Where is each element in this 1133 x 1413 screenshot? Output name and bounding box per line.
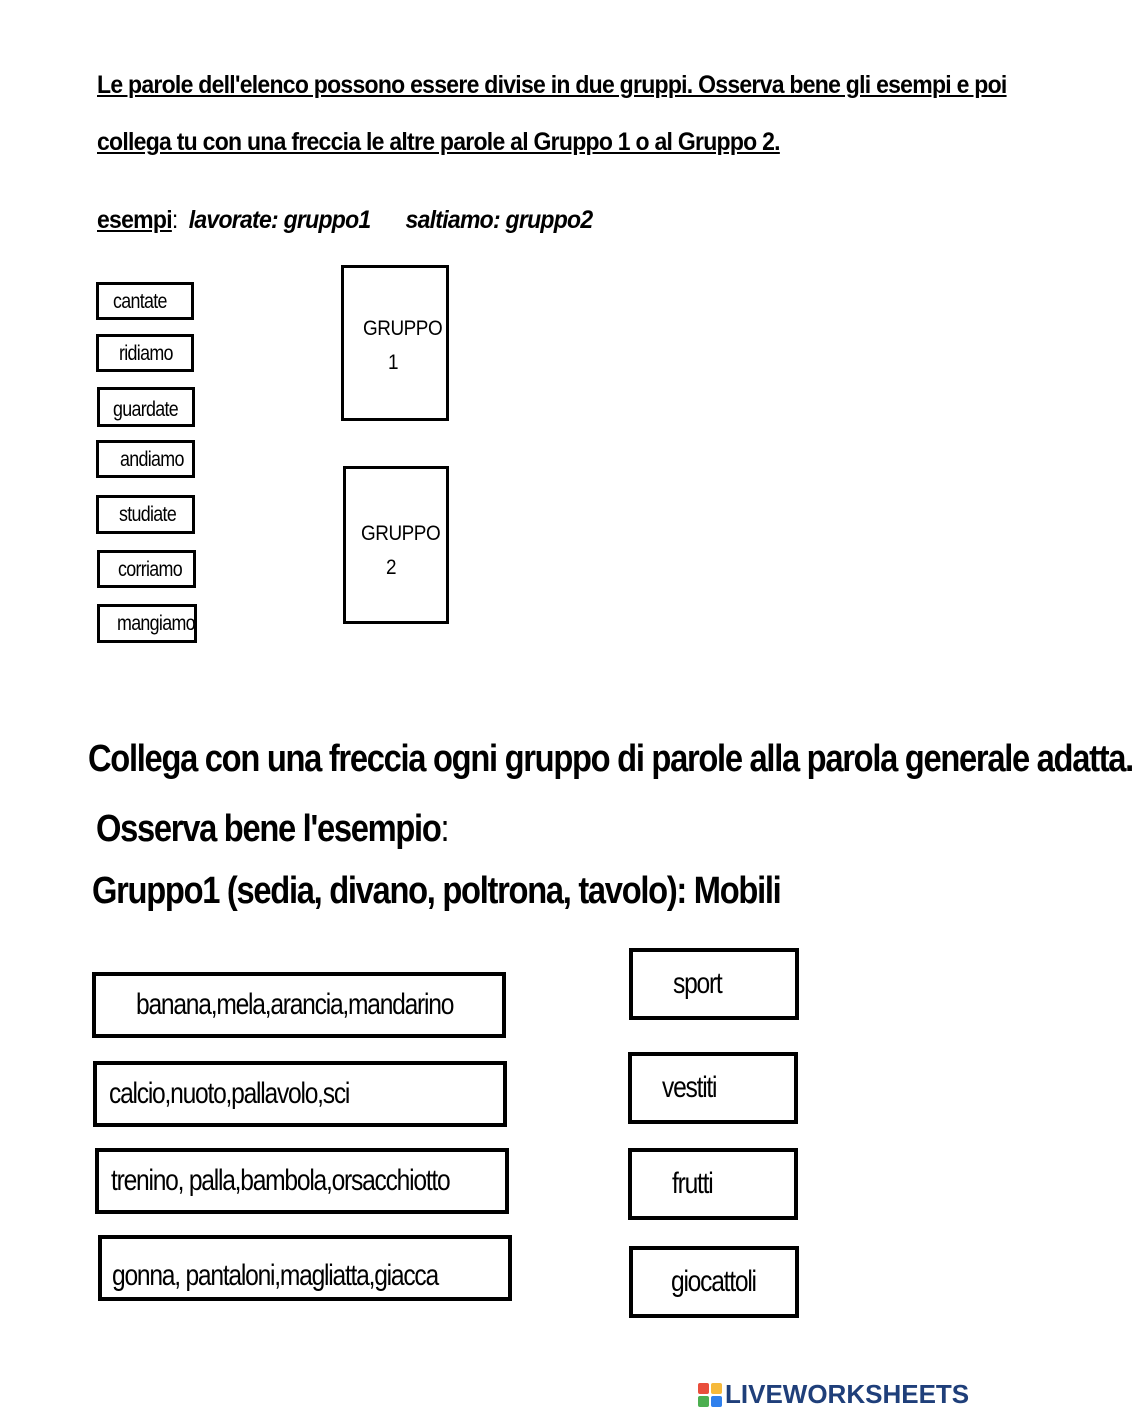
logo-square-4 xyxy=(711,1396,722,1407)
group-label: GRUPPO xyxy=(363,317,443,340)
category-label: frutti xyxy=(672,1167,713,1200)
word-label: corriamo xyxy=(118,557,183,581)
logo-square-2 xyxy=(711,1383,722,1394)
group-number: 2 xyxy=(386,555,397,579)
word-label: mangiamo xyxy=(117,612,195,635)
logo-mark-icon xyxy=(698,1383,722,1407)
exercise2-example-intro xyxy=(96,810,448,848)
group-box-1[interactable] xyxy=(341,265,449,421)
word-box-corriamo[interactable] xyxy=(97,550,196,588)
category-label: giocattoli xyxy=(671,1265,756,1298)
examples-line xyxy=(97,208,592,233)
word-label: studiate xyxy=(119,503,177,526)
word-box-cantate[interactable] xyxy=(96,282,194,320)
instruction-line-2: collega tu con una freccia le altre parole al Gruppo 1 o al Gruppo 2. xyxy=(97,128,780,156)
word-label: cantate xyxy=(113,289,167,313)
word-group-box-toys[interactable] xyxy=(95,1148,509,1214)
word-label: ridiamo xyxy=(119,341,173,365)
word-label: guardate xyxy=(113,398,179,421)
word-box-andiamo[interactable] xyxy=(96,440,195,478)
group-label: GRUPPO xyxy=(361,522,441,545)
word-group-box-fruits[interactable] xyxy=(92,972,506,1038)
word-group-label: banana,mela,arancia,mandarino xyxy=(136,988,454,1021)
category-label: vestiti xyxy=(662,1071,717,1104)
category-box-vestiti[interactable] xyxy=(628,1052,798,1124)
category-box-giocattoli[interactable] xyxy=(629,1246,799,1318)
exercise2-example: Gruppo1 (sedia, divano, poltrona, tavolo): Mobili xyxy=(92,870,781,912)
word-group-label: trenino, palla,bambola,orsacchiotto xyxy=(111,1164,450,1197)
word-group-box-sports[interactable] xyxy=(93,1061,507,1127)
word-box-guardate[interactable] xyxy=(97,387,195,427)
logo-text: LIVEWORKSHEETS xyxy=(725,1379,970,1409)
example-intro-colon: : xyxy=(440,808,449,850)
group-number: 1 xyxy=(388,350,399,374)
word-box-mangiamo[interactable] xyxy=(97,604,197,643)
examples-colon: : xyxy=(171,206,178,234)
exercise2-instruction: Collega con una freccia ogni gruppo di parole alla parola generale adatta. xyxy=(88,738,1133,780)
logo-square-3 xyxy=(698,1396,709,1407)
examples-label: esempi xyxy=(97,206,172,234)
instruction-line-1: Le parole dell'elenco possono essere divise in due gruppi. Osserva bene gli esempi e poi xyxy=(97,71,1007,99)
word-box-ridiamo[interactable] xyxy=(96,334,194,372)
word-group-label: gonna, pantaloni,magliatta,giacca xyxy=(112,1259,438,1292)
word-label: andiamo xyxy=(120,447,184,471)
word-box-studiate[interactable] xyxy=(96,495,195,534)
liveworksheets-logo[interactable] xyxy=(698,1379,969,1410)
category-box-frutti[interactable] xyxy=(628,1148,798,1220)
example-intro-text: Osserva bene l'esempio xyxy=(96,808,441,850)
word-group-label: calcio,nuoto,pallavolo,sci xyxy=(109,1077,350,1110)
example-1: lavorate: gruppo1 xyxy=(188,206,371,234)
group-box-2[interactable] xyxy=(343,466,449,624)
category-box-sport[interactable] xyxy=(629,948,799,1020)
example-2: saltiamo: gruppo2 xyxy=(405,206,593,234)
word-group-box-clothes[interactable] xyxy=(98,1235,512,1301)
category-label: sport xyxy=(673,967,722,1000)
logo-square-1 xyxy=(698,1383,709,1394)
